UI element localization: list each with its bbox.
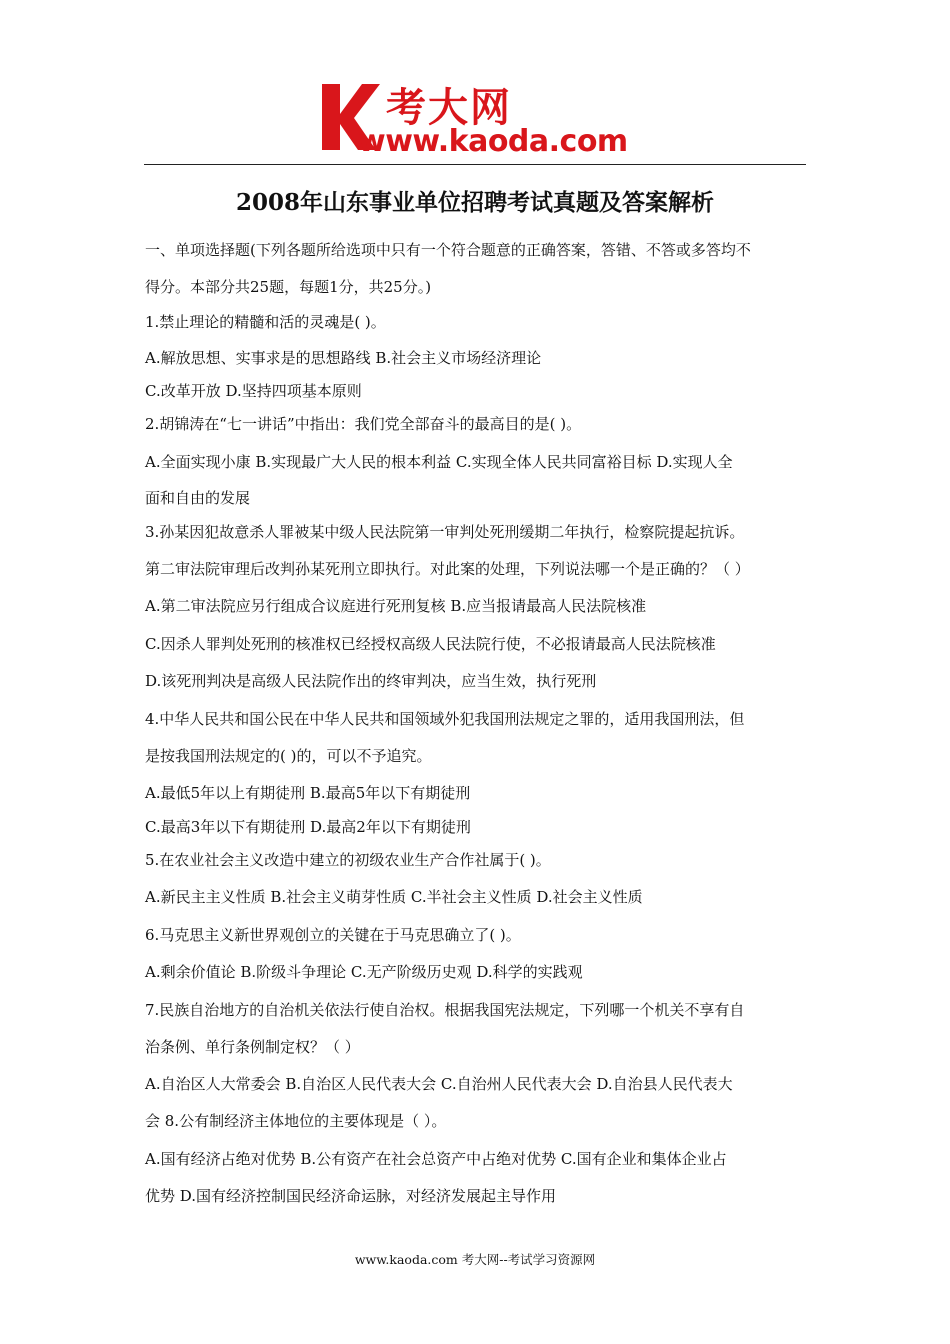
logo-chinese-text: 考大网 [386, 85, 512, 131]
text-line: 优势 D.国有经济控制国民经济命运脉，对经济发展起主导作用 [145, 1187, 557, 1205]
text-line: 7.民族自治地方的自治机关依法行使自治权。根据我国宪法规定，下列哪一个机关不享有自 [145, 1001, 745, 1019]
text-line: 4.中华人民共和国公民在中华人民共和国领域外犯我国刑法规定之罪的，适用我国刑法，但 [145, 710, 745, 728]
text-line: 是按我国刑法规定的( )的，可以不予追究。 [145, 747, 432, 765]
text-line: C.改革开放 D.坚持四项基本原则 [145, 382, 362, 400]
text-line: 一、单项选择题(下列各题所给选项中只有一个符合题意的正确答案，答错、不答或多答均不 [145, 241, 751, 259]
text-line: A.第二审法院应另行组成合议庭进行死刑复核 B.应当报请最高人民法院核准 [145, 597, 647, 615]
text-line: A.剩余价值论 B.阶级斗争理论 C.无产阶级历史观 D.科学的实践观 [145, 963, 583, 981]
text-line: D.该死刑判决是高级人民法院作出的终审判决，应当生效，执行死刑 [145, 672, 597, 690]
page-title: 2008年山东事业单位招聘考试真题及答案解析 [235, 189, 714, 216]
text-line: 5.在农业社会主义改造中建立的初级农业生产合作社属于( )。 [145, 851, 551, 869]
page-footer: www.kaoda.com 考大网--考试学习资源网 [354, 1252, 596, 1267]
text-line: 6.马克思主义新世界观创立的关键在于马克思确立了( )。 [145, 926, 521, 944]
text-line: A.全面实现小康 B.实现最广大人民的根本利益 C.实现全体人民共同富裕目标 D.实现人全 [145, 453, 733, 471]
text-line: 会 8.公有制经济主体地位的主要体现是（ ）。 [145, 1112, 447, 1130]
text-line: A.新民主主义性质 B.社会主义萌芽性质 C.半社会主义性质 D.社会主义性质 [145, 888, 643, 906]
kaoda-logo [318, 78, 638, 160]
text-line: 得分。本部分共25题，每题1分，共25分。) [145, 278, 432, 296]
header-divider [144, 164, 806, 165]
text-line: A.解放思想、实事求是的思想路线 B.社会主义市场经济理论 [145, 349, 542, 367]
text-line: 2.胡锦涛在“七一讲话”中指出：我们党全部奋斗的最高目的是( )。 [145, 415, 582, 433]
logo-url-text: www.kaoda.com [358, 124, 628, 159]
text-line: C.因杀人罪判处死刑的核准权已经授权高级人民法院行使，不必报请最高人民法院核准 [145, 635, 716, 653]
text-line: A.最低5年以上有期徒刑 B.最高5年以下有期徒刑 [145, 784, 471, 802]
text-line: 1.禁止理论的精髓和活的灵魂是( )。 [145, 313, 386, 331]
text-line: 面和自由的发展 [145, 489, 251, 507]
text-line: 第二审法院审理后改判孙某死刑立即执行。对此案的处理，下列说法哪一个是正确的？（ ） [145, 560, 750, 578]
text-line: 治条例、单行条例制定权？（ ） [145, 1038, 360, 1056]
text-line: 3.孙某因犯故意杀人罪被某中级人民法院第一审判处死刑缓期二年执行，检察院提起抗诉。 [145, 523, 745, 541]
text-line: C.最高3年以下有期徒刑 D.最高2年以下有期徒刑 [145, 818, 471, 836]
text-line: A.自治区人大常委会 B.自治区人民代表大会 C.自治州人民代表大会 D.自治县人民代表大 [145, 1075, 733, 1093]
text-line: A.国有经济占绝对优势 B.公有资产在社会总资产中占绝对优势 C.国有企业和集体企业占 [145, 1150, 727, 1168]
